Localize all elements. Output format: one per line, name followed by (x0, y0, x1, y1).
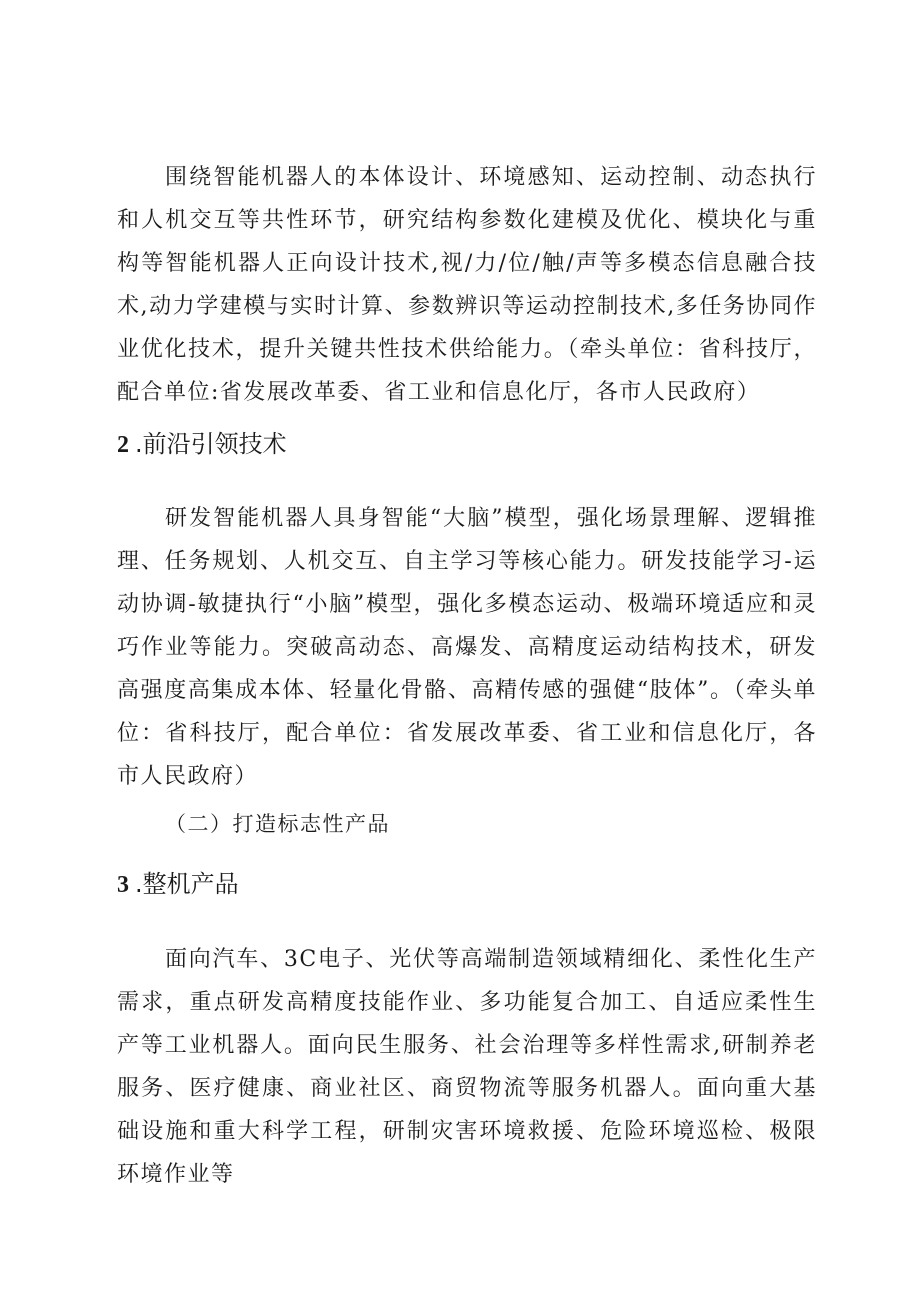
section-title: （二）打造标志性产品 (165, 812, 390, 836)
paragraph-text: 面向汽车、3C电子、光伏等高端制造领域精细化、柔性化生产需求，重点研发高精度技能作业、多功能复合加工、自适应柔性生产等工业机器人。面向民生服务、社会治理等多样性需求,研制养老服务、医疗健康、商业社区、商贸物流等服务机器人。面向重大基础设施和重大科学工程，研制灾害环境救援、危险环境巡检、极限环境作业等 (117, 947, 817, 1187)
heading-number: 3 (117, 872, 129, 898)
paragraph-frontier-technology (117, 497, 817, 798)
heading-title: .前沿引领技术 (135, 430, 287, 458)
section-heading-flagship-products (117, 808, 817, 840)
heading-complete-machines (117, 868, 817, 901)
paragraph-text: 研发智能机器人具身智能“大脑”模型，强化场景理解、逻辑推理、任务规划、人机交互、自主学习等核心能力。研发技能学习-运动协调-敏捷执行“小脑”模型，强化多模态运动、极端环境适应和灵巧作业等能力。突破高动态、高爆发、高精度运动结构技术，研发高强度高集成本体、轻量化骨骼、高精传感的强健“肢体”。（牵头单位：省科技厅，配合单位：省发展改革委、省工业和信息化厅，各市人民政府） (117, 506, 817, 789)
heading-frontier-technology (117, 428, 817, 461)
paragraph-text: 围绕智能机器人的本体设计、环境感知、运动控制、动态执行和人机交互等共性环节，研究结构参数化建模及优化、模块化与重构等智能机器人正向设计技术,视/力/位/触/声等多模态信息融合技术,动力学建模与实时计算、参数辨识等运动控制技术,多任务协同作业优化技术，提升关键共性技术供给能力。（牵头单位：省科技厅，配合单位:省发展改革委、省工业和信息化厅，各市人民政府） (117, 165, 817, 405)
paragraph-complete-machines (117, 938, 817, 1196)
paragraph-common-technology (117, 156, 817, 414)
heading-title: .整机产品 (135, 870, 239, 898)
heading-number: 2 (117, 432, 129, 458)
